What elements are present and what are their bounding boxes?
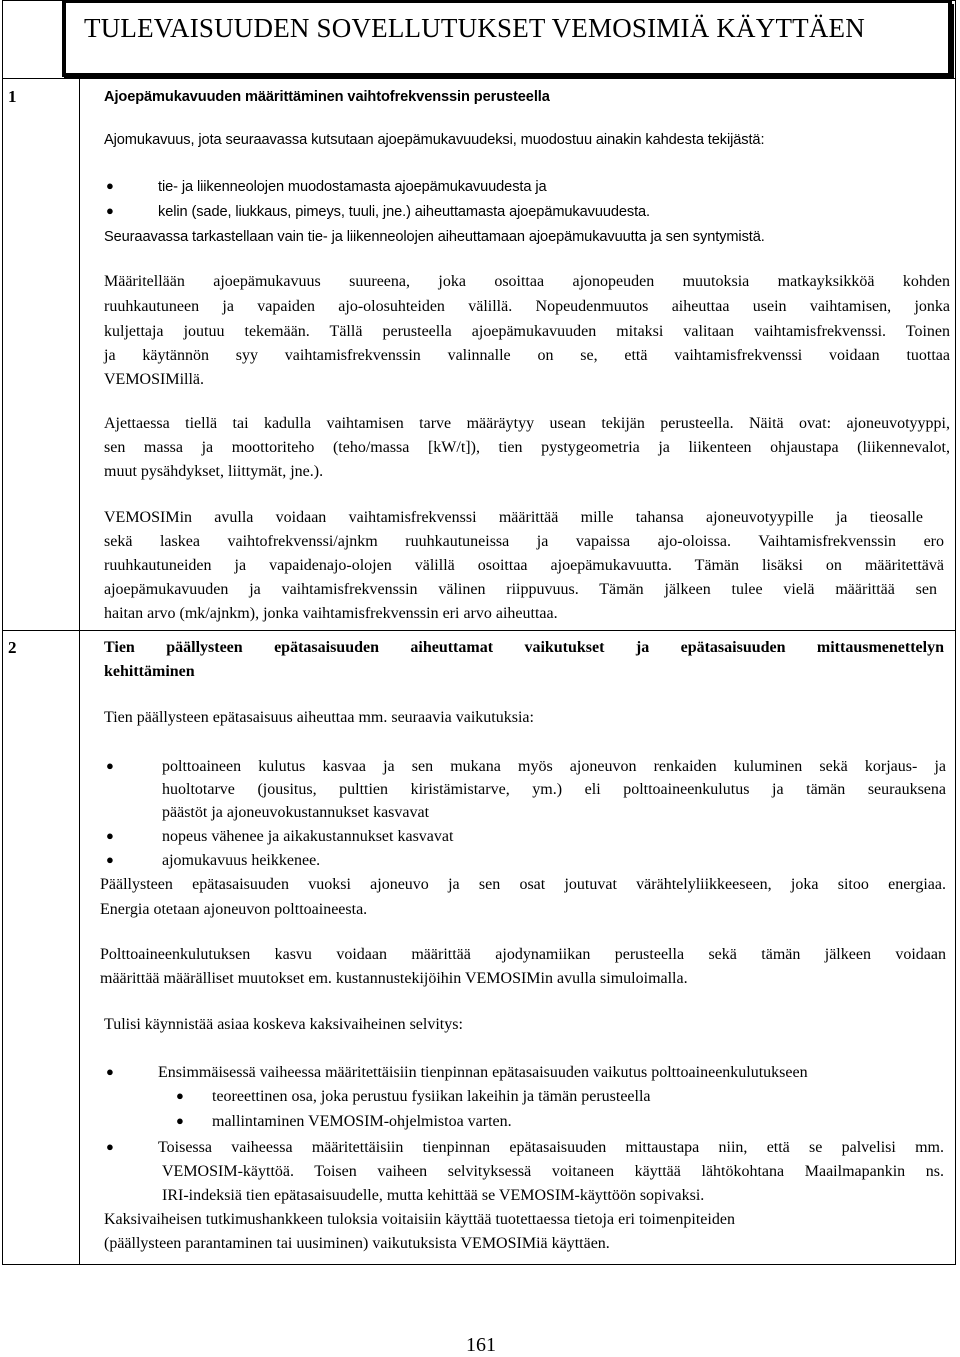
bullet-icon: ●	[106, 178, 114, 193]
paragraph-line: muut pysähdykset, liittymät, jne.).	[104, 463, 324, 480]
paragraph-line: (päällysteen parantaminen tai uusiminen) vaikutuksista VEMOSIMiä käyttäen.	[104, 1235, 610, 1252]
page-title: TULEVAISUUDEN SOVELLUTUKSET VEMOSIMIÄ KÄYTTÄEN	[84, 13, 865, 43]
bullet-icon: ●	[106, 758, 114, 773]
paragraph-line: VEMOSIMillä.	[104, 371, 204, 388]
list-item: kelin (sade, liukkaus, pimeys, tuuli, jne.) aiheuttamasta ajoepämukavuudesta.	[158, 204, 651, 220]
paragraph-line: sekä laskea vaihtofrekvenssi/ajnkm ruuhkautuneissa ja vapaissa ajo-oloissa. Vaihtamisfrekvenssin ero	[104, 533, 944, 550]
bullet-icon: ●	[106, 1139, 114, 1154]
list-item: teoreettinen osa, joka perustuu fysiikan lakeihin ja tämän perusteella	[212, 1088, 651, 1105]
bullet-icon: ●	[176, 1113, 184, 1128]
row-separator	[2, 78, 956, 79]
bullet-icon: ●	[176, 1088, 184, 1103]
section-1-intro: Ajomukavuus, jota seuraavassa kutsutaan ajoepämukavuudeksi, muodostuu ainakin kahdesta tekijästä:	[104, 132, 765, 148]
list-item: IRI-indeksiä tien epätasaisuudelle, mutta kehittää se VEMOSIM-käyttöön sopivaksi.	[162, 1187, 705, 1204]
paragraph-line: Energia otetaan ajoneuvon polttoaineesta.	[100, 901, 368, 918]
paragraph-line: ruuhkautuneiden ja vapaidenajo-olojen välillä osoittaa ajoepämukavuutta. Tämän lisäksi on määritettävä	[104, 557, 944, 574]
list-item: nopeus vähenee ja aikakustannukset kasvavat	[162, 828, 454, 845]
list-item: Toisessa vaiheessa määritettäisiin tienpinnan epätasaisuuden mittaustapa niin, että se palvelisi mm.	[158, 1139, 944, 1156]
study-intro: Tulisi käynnistää asiaa koskeva kaksivaiheinen selvitys:	[104, 1016, 463, 1033]
section-number-1: 1	[8, 87, 17, 106]
paragraph-line: Polttoaineenkulutuksen kasvu voidaan määrittää ajodynamiikan perusteella sekä tämän jälkeen voidaan	[100, 946, 946, 963]
paragraph-line: Ajettaessa tiellä tai kadulla vaihtamisen tarve määräytyy usean tekijän perusteella. Näitä ovat: ajoneuvotyyppi,	[104, 415, 950, 432]
paragraph-line: Päällysteen epätasaisuuden vuoksi ajoneuvo ja sen osat joutuvat värähtelyliikkeeseen, joka sitoo energiaa.	[100, 876, 946, 893]
paragraph-line: Määritellään ajoepämukavuus suureena, joka osoittaa ajonopeuden muutoksia matkayksikköä kohden	[104, 273, 950, 290]
paragraph-line: Kaksivaiheisen tutkimushankkeen tuloksia voitaisiin käyttää tuotettaessa tietoja eri toimenpiteiden	[104, 1211, 735, 1228]
paragraph-line: VEMOSIMin avulla voidaan vaihtamisfrekvenssi määrittää mille tahansa ajoneuvotyypille ja tieosalle	[104, 509, 923, 526]
list-item: VEMOSIM-käyttöä. Toisen vaiheen selvityksessä voitaneen käyttää lähtökohtana Maailmapankin ns.	[162, 1163, 944, 1180]
paragraph-line: ja käytännön syy vaihtamisfrekvenssin valinnalle on se, että vaihtamisfrekvenssi voidaan tuottaa	[104, 347, 950, 364]
bullet-icon: ●	[106, 203, 114, 218]
paragraph-line: kuljettaja joutuu tekemään. Tällä perusteella ajoepämukavuuden mitaksi valitaan vaihtamisfrekvenssi. Toinen	[104, 323, 950, 340]
section-2-heading: kehittäminen	[104, 663, 195, 680]
list-item: ajomukavuus heikkenee.	[162, 852, 321, 869]
section-number-2: 2	[8, 638, 17, 657]
section-2-heading: Tien päällysteen epätasaisuuden aiheuttamat vaikutukset ja epätasaisuuden mittausmenettelyn	[104, 639, 944, 656]
bullet-icon: ●	[106, 1064, 114, 1079]
bullet-icon: ●	[106, 852, 114, 867]
list-item: tie- ja liikenneolojen muodostamasta ajoepämukavuudesta ja	[158, 179, 547, 195]
paragraph-line: haitan arvo (mk/ajnkm), jonka vaihtamisfrekvenssin eri arvo aiheuttaa.	[104, 605, 558, 622]
list-item: Ensimmäisessä vaiheessa määritettäisiin tienpinnan epätasaisuuden vaikutus polttoaineenkulutukseen	[158, 1064, 808, 1081]
section-1-heading: Ajoepämukavuuden määrittäminen vaihtofrekvenssin perusteella	[104, 89, 550, 105]
paragraph-line: ajoepämukavuuden ja vaihtamisfrekvenssin välinen riippuvuus. Tämän jälkeen tulee vielä määrittää sen	[104, 581, 937, 598]
section-2-intro: Tien päällysteen epätasaisuus aiheuttaa mm. seuraavia vaikutuksia:	[104, 709, 534, 726]
list-item: päästöt ja ajoneuvokustannukset kasvavat	[162, 804, 430, 821]
list-item: mallintaminen VEMOSIM-ohjelmistoa varten.	[212, 1113, 512, 1130]
paragraph-line: määrittää määrälliset muutokset em. kustannustekijöihin VEMOSIMin avulla simuloimalla.	[100, 970, 688, 987]
page-number: 161	[466, 1334, 496, 1356]
paragraph-line: sen massa ja moottoriteho (teho/massa [kW/t]), tien pystygeometria ja liikenteen ohjaustapa (liikennevalot,	[104, 439, 950, 456]
row-separator	[2, 630, 956, 631]
paragraph-line: ruuhkautuneen ja vapaiden ajo-olosuhteiden välillä. Nopeudenmuutos aiheuttaa usein vaihtamisen, jonka	[104, 298, 950, 315]
list-item: polttoaineen kulutus kasvaa ja sen mukana myös ajoneuvon renkaiden kuluminen sekä korjaus- ja	[162, 758, 946, 775]
list-item: huoltotarve (jousitus, pulttien kiristämistarve, ym.) eli polttoaineenkulutus ja tämän seurauksena	[162, 781, 946, 798]
bullet-icon: ●	[106, 828, 114, 843]
number-column	[2, 78, 80, 1265]
section-1-scope: Seuraavassa tarkastellaan vain tie- ja liikenneolojen aiheuttamaan ajoepämukavuutta ja sen syntymistä.	[104, 229, 765, 245]
